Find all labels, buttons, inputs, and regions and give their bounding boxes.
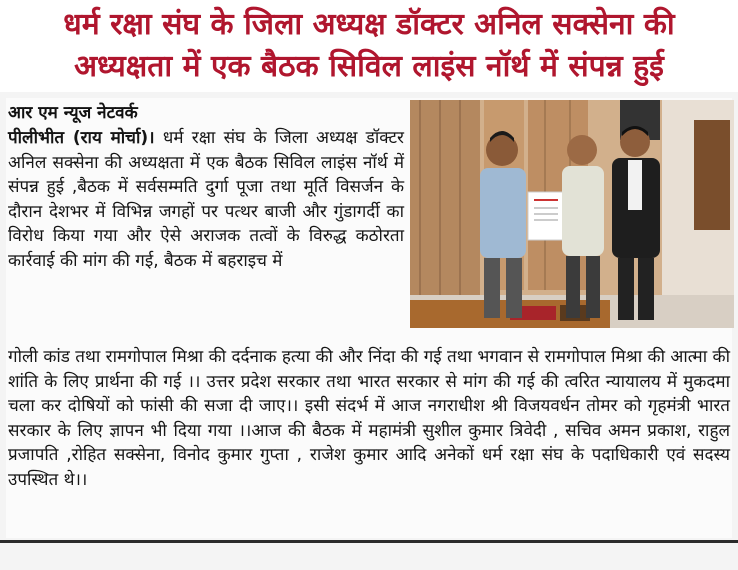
headline-line-2: अध्यक्षता में एक बैठक सिविल लाइंस नॉर्थ में संपन्न हुई — [74, 49, 664, 84]
article-paragraph-full: गोली कांड तथा रामगोपाल मिश्रा की दर्दनाक हत्या की और निंदा की गई तथा भगवान से रामगोपाल मिश्रा की आत्मा की शांति के लिए प्रार्थना की गई ।। उत्तर प्रदेश सरकार तथा भारत सरकार से मांग की गई की त्वरित न्यायालय में मुकदमा चला कर दोषियों को फांसी की सजा दी जाए।। इसी संदर्भ में आज नगराधीश श्री विजयवर्धन तोमर को गृहमंत्री भारत सरकार के लिए ज्ञापन भी दिया गया ।।आज की बैठक में महामंत्री सुशील कुमार त्रिवेदी , सचिव अमन प्रकाश, राहुल प्रजापति ,रोहित सक्सेना, विनोद कुमार गुप्ता , राजेश कुमार आदि अनेकों धर्म रक्षा संघ के पदाधिकारी एवं सदस्य उपस्थित थे।। — [8, 347, 730, 490]
headline — [0, 0, 738, 92]
dateline: पीलीभीत (राय मोर्चा)। — [8, 128, 155, 148]
headline-line-1: धर्म रक्षा संघ के जिला अध्यक्ष डॉक्टर अनिल सक्सेना की — [63, 7, 675, 42]
article-paragraph-left — [8, 126, 404, 274]
photo-illustration — [410, 100, 734, 328]
paragraph-left-text: धर्म रक्षा संघ के जिला अध्यक्ष डॉक्टर अनिल सक्सेना की अध्यक्षता में एक बैठक सिविल लाइंस नॉर्थ में संपन्न हुई ,बैठक में सर्वसम्मति दुर्गा पूजा तथा मूर्ति विसर्जन के दौरान देशभर में विभिन्न जगहों पर पत्थर बाजी और गुंडागर्दी का विरोध किया गया और ऐसे अराजक तत्वों के विरुद्ध कठोरता कार्रवाई की मांग की गई, बैठक में बहराइच में — [8, 128, 405, 271]
page-bottom-border — [0, 540, 738, 570]
byline: आर एम न्यूज नेटवर्क — [8, 103, 138, 123]
news-photo — [410, 100, 734, 328]
